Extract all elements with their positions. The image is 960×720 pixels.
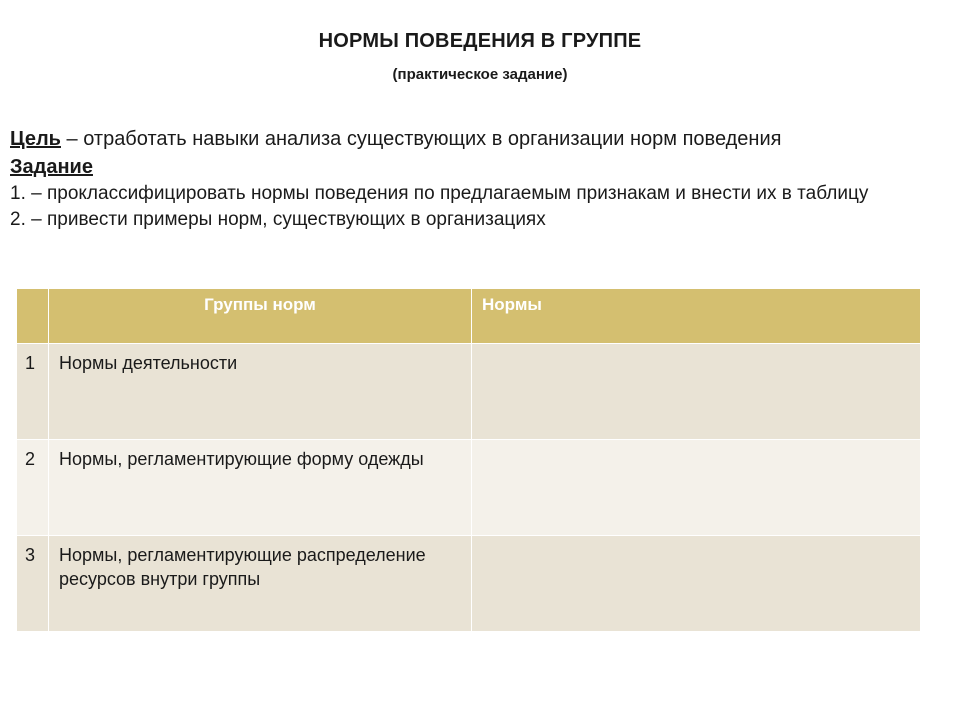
table-row <box>17 440 921 536</box>
norms-cell[interactable] <box>472 536 921 632</box>
page-subtitle: (практическое задание) <box>392 66 568 83</box>
row-number: 2 <box>17 440 49 536</box>
row-number: 1 <box>17 344 49 440</box>
task-item-1: 1. – проклассифицировать нормы поведения по предлагаемым признакам и внести их в таблицу <box>10 183 869 204</box>
goal-label: Цель <box>10 128 61 150</box>
column-header-norms: Нормы <box>472 289 921 344</box>
norms-table <box>16 288 921 632</box>
norms-cell[interactable] <box>472 344 921 440</box>
row-number: 3 <box>17 536 49 632</box>
table-row <box>17 536 921 632</box>
column-header-number <box>17 289 49 344</box>
table-header-row <box>17 289 921 344</box>
norm-group-cell: Нормы, регламентирующие распределение ресурсов внутри группы <box>49 536 472 632</box>
norms-cell[interactable] <box>472 440 921 536</box>
column-header-groups: Группы норм <box>49 289 472 344</box>
norm-group-cell: Нормы деятельности <box>49 344 472 440</box>
goal-text: – отработать навыки анализа существующих в организации норм поведения <box>60 128 782 150</box>
task-label: Задание <box>10 156 93 178</box>
table-row <box>17 344 921 440</box>
page-title: НОРМЫ ПОВЕДЕНИЯ В ГРУППЕ <box>318 30 642 52</box>
task-description <box>10 125 945 233</box>
task-item-2: 2. – привести примеры норм, существующих в организациях <box>10 209 546 230</box>
task-heading <box>10 153 945 181</box>
goal-line <box>10 125 945 153</box>
norm-group-cell: Нормы, регламентирующие форму одежды <box>49 440 472 536</box>
